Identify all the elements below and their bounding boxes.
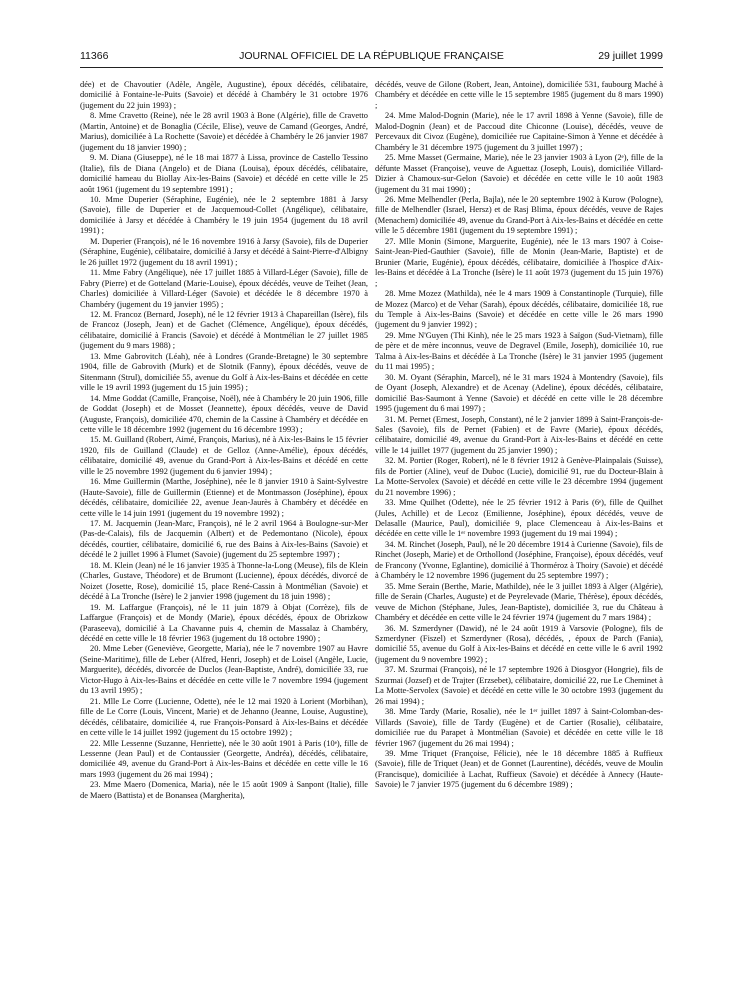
notice-paragraph: 25. Mme Masset (Germaine, Marie), née le 23 janvier 1903 à Lyon (2ᵉ), fille de la défunte Masset (Françoise), veuve de Aguettaz (Joseph, Louis), domiciliée Villard-Dizier à Chamoux-sur-Gelon (Savoie) et décédée en cette ville le 10 août 1983 (jugement du 31 mai 1990) ; (375, 153, 663, 194)
notice-paragraph: 8. Mme Cravetto (Reine), née le 28 avril 1903 à Bone (Algérie), fille de Cravetto (Martin, Antoine) et de Bonaglia (Cécile, Elise), veuve de Camand (Georges, André, Marius), domiciliée à La Rochette (Savoie) et décédée à Chambéry le 26 janvier 1987 (jugement du 18 janvier 1990) ; (80, 111, 368, 152)
notice-paragraph: 38. Mme Tardy (Marie, Rosalie), née le 1ᵉʳ juillet 1897 à Saint-Colomban-des-Villards (Savoie), fille de Tardy (Eugène) et de Cartier (Rosalie), célibataire, domiciliée rue du Parapet à Montmélian (Savoie) et décédée en cette ville le 18 février 1967 (jugement du 26 mai 1994) ; (375, 707, 663, 748)
notice-paragraph: 32. M. Portier (Roger, Robert), né le 8 février 1912 à Genève-Plainpalais (Suisse), fils de Portier (Aline), veuf de Duboc (Lucie), domicilié 91, rue du Docteur-Blain à La Motte-Servolex (Savoie) et décédé en cette ville le 23 décembre 1994 (jugement du 21 novembre 1996) ; (375, 456, 663, 497)
notice-paragraph: 30. M. Oyant (Séraphin, Marcel), né le 31 mars 1924 à Montendry (Savoie), fils de Oyant (Joseph, Alexandre) et de Acenay (Adeline), époux décédés, célibataire, domicilié Bas-Saumont à Yenne (Savoie) et décédé en cette ville le 28 décembre 1995 (jugement du 6 mai 1997) ; (375, 372, 663, 414)
notice-paragraph: 18. M. Klein (Jean) né le 16 janvier 1935 à Thonne-la-Long (Meuse), fils de Klein (Charles, Gustave, Théodore) et de Brumont (Lucienne), époux décédés, divorcé de Noizet (Josette, Rose), domicilié 15, place René-Cassin à Montmélian (Savoie) et décédé à La Tronche (Isère) le 2 janvier 1998 (jugement du 18 juin 1998) ; (80, 560, 368, 602)
notice-paragraph: 31. M. Pernet (Ernest, Joseph, Constant), né le 2 janvier 1899 à Saint-François-de-Sales (Savoie), fils de Pernet (Fabien) et de Favre (Marie), époux décédés, célibataire, domicilié 49, avenue du Grand-Port à Aix-les-Bains et décédé en cette ville le 14 juillet 1977 (jugement du 25 janvier 1990) ; (375, 414, 663, 455)
notice-paragraph: 36. M. Szmerdyner (Dawid), né le 24 août 1919 à Varsovie (Pologne), fils de Szmerdyner (Fiszel) et Szmerdyner (Rosa), décédés, , époux de Parch (Fania), domicilié 55, avenue du Golf à Aix-les-Bains et décédé en cette ville le 6 avril 1992 (jugement du 9 novembre 1992) ; (375, 623, 663, 664)
journal-title: JOURNAL OFFICIEL DE LA RÉPUBLIQUE FRANÇAISE (239, 50, 504, 62)
notice-paragraph: décédés, veuve de Gilone (Robert, Jean, Antoine), domiciliée 531, faubourg Maché à Chambéry et décédée en cette ville le 15 septembre 1985 (jugement du 8 mars 1990) ; (375, 80, 663, 110)
page-header (80, 50, 663, 66)
notice-paragraph: 20. Mme Leber (Geneviève, Georgette, Maria), née le 7 novembre 1907 au Havre (Seine-Maritime), fille de Leber (Alfred, Henri, Joseph) et de Loisel (Angèle, Lucie, Marguerite), décédés, divorcée de Duclos (Jean-Baptiste, André), domiciliée 33, rue Victor-Hugo à Aix-les-Bains et décédée en cette ville le 7 novembre 1994 (jugement du 13 avril 1995) ; (80, 644, 368, 696)
notice-paragraph: 24. Mme Malod-Dognin (Marie), née le 17 avril 1898 à Yenne (Savoie), fille de Malod-Dognin (Jean) et de Paccoud dite Chiconne (Louise), décédés, veuve de Percevaux dit Civoz (Eugène), domiciliée rue Capitaine-Simon à Yenne et décédée à Chambéry le 31 décembre 1975 (jugement du 3 juillet 1997) ; (375, 111, 663, 152)
notice-paragraph: 19. M. Laffargue (François), né le 11 juin 1879 à Objat (Corrèze), fils de Laffargue (François) et de Mondy (Marie), époux décédés, époux de Obrizkow (Paraseeva), domicilié à La Chavanne puis 4, chemin de Massalaz à Chambéry, décédé en cette ville le 18 février 1963 (jugement du 18 octobre 1990) ; (80, 602, 368, 644)
notice-paragraph: 37. M. Szurmai (François), né le 17 septembre 1926 à Diosgyor (Hongrie), fils de Szurmai (Jozsef) et de Trajter (Erzsebet), célibataire, domicilié 22, rue Le Cheminet à La Motte-Servolex (Savoie) et décédé en cette ville le 30 octobre 1993 (jugement du 26 mai 1994) ; (375, 665, 663, 706)
notice-paragraph: M. Duperier (François), né le 16 novembre 1916 à Jarsy (Savoie), fils de Duperier (Séraphine, Eugénie), célibataire, domicilié à Jarsy et décédé à Saint-Pierre-d'Albigny le 26 juillet 1972 (jugement du 18 avril 1991) ; (80, 236, 368, 267)
notice-paragraph: 15. M. Guilland (Robert, Aimé, François, Marius), né à Aix-les-Bains le 15 février 1920, fils de Guilland (Claude) et de Gelloz (Anne-Amélie), époux décédés, célibataire, domicilié 49, avenue du Grand-Port à Aix-les-Bains et décédé en cette ville le 25 novembre 1992 (jugement du 6 janvier 1994) ; (80, 435, 368, 476)
notice-paragraph: 26. Mme Melhendler (Perla, Bajla), née le 20 septembre 1902 à Kurow (Pologne), fille de Melhendler (Israel, Hersz) et de Rasj Blima, époux décédés, veuve de Rajes (Menachem) domiciliée 49, avenue du Grand-Port à Aix-les-Bains et décédée en cette ville le 5 décembre 1981 (jugement du 19 septembre 1991) ; (375, 194, 663, 236)
notice-paragraph: 12. M. Francoz (Bernard, Joseph), né le 12 février 1913 à Chapareillan (Isère), fils de Francoz (Joseph, Jean) et de Gachet (Clémence, Angélique), époux décédés, célibataire, domicilié à Francis (Savoie) et décédé à Montmélian le 27 juillet 1985 (jugement du 9 mars 1988) ; (80, 309, 368, 351)
right-column (375, 80, 663, 982)
notice-paragraph: 29. Mme N'Guyen (Thi Kinh), née le 25 mars 1923 à Saïgon (Sud-Vietnam), fille de père et de mère inconnus, veuve de Degravel (Emile, Joseph), domiciliée 10, rue Talma à Aix-les-Bains et décédée à La Tronche (Isère) le 31 janvier 1995 (jugement du 11 mai 1995) ; (375, 330, 663, 372)
notice-paragraph: 11. Mme Fabry (Angélique), née 17 juillet 1885 à Villard-Léger (Savoie), fille de Fabry (Pierre) et de Gotteland (Marie-Louise), époux décédés, veuve de Teihet (Jean, Charles) domiciliée à Villard-Léger (Savoie) et décédée le 8 décembre 1970 à Chambéry (jugement du 19 janvier 1995) ; (80, 268, 368, 309)
notice-paragraph: 35. Mme Serain (Berthe, Marie, Mathilde), née le 3 juillet 1893 à Alger (Algérie), fille de Serain (Charles, Auguste) et de Peyrelevade (Marie, Thérèse), époux décédés, veuve de Michon (Stéphane, Jules, Jean-Baptiste), domiciliée 3, rue du Château à Chambéry et décédée en cette ville le 24 février 1974 (jugement du 7 mars 1984) ; (375, 581, 663, 623)
left-column (80, 80, 368, 982)
notice-paragraph: 13. Mme Gabrovitch (Léah), née à Londres (Grande-Bretagne) le 30 septembre 1904, fille de Gabrovith (Murk) et de Slotnik (Fanny), époux décédés, veuve de Sitenmann (Strul), domiciliée 55, avenue du Golf à Aix-les-Bains et décédée en cette ville le 19 avril 1993 (jugement du 15 juin 1995) ; (80, 351, 368, 393)
notice-paragraph: 10. Mme Duperier (Séraphine, Eugénie), née le 2 septembre 1881 à Jarsy (Savoie), fille de Duperier et de Jacquemoud-Collet (Angélique), célibataire, domiciliée à Jarsy et décédée à Chambéry le 19 juin 1954 (jugement du 18 avril 1991) ; (80, 194, 368, 236)
notice-paragraph: 23. Mme Maero (Domenica, Maria), née le 15 août 1909 à Sanpont (Italie), fille de Maero (Battista) et de Bonansea (Margherita), (80, 780, 368, 800)
notice-paragraph: 17. M. Jacquemin (Jean-Marc, François), né le 2 avril 1964 à Boulogne-sur-Mer (Pas-de-Calais), fils de Jacquemin (Albert) et de Pedemontano (Nicole), époux décédés, courtier, célibataire, domicilié 6, rue des Bains à Aix-les-Bains (Savoie) et décédé le 2 juillet 1996 à Flumet (Savoie) (jugement du 25 septembre 1997) ; (80, 519, 368, 560)
notice-paragraph: dée) et de Chavoutier (Adèle, Angèle, Augustine), époux décédés, célibataire, domicilié à Fontaine-le-Puits (Savoie) et décédé à Chambéry le 31 octobre 1976 (jugement du 22 juin 1993) ; (80, 80, 368, 110)
notice-paragraph: 9. M. Diana (Giuseppe), né le 18 mai 1877 à Lissa, province de Castello Tessino (Italie), fils de Diana (Angelo) et de Diana (Louisa), époux décédés, célibataire, domicilié hameau du Biollay Aix-les-Bains (Savoie) et décédé en cette ville le 25 août 1961 (jugement du 19 septembre 1991) ; (80, 153, 368, 194)
notice-paragraph: 39. Mme Triquet (Françoise, Félicie), née le 18 décembre 1885 à Ruffieux (Savoie), fille de Triquet (Jean) et de Gonnet (Laurentine), décédés, veuve de Moulin (Francisque), domiciliée à Lachat, Ruffieux (Savoie) et décédée à Annecy (Haute-Savoie) le 7 janvier 1975 (jugement du 6 décembre 1989) ; (375, 749, 663, 790)
notice-paragraph: 33. Mme Quilhet (Odette), née le 25 février 1912 à Paris (6ᵉ), fille de Quilhet (Jules, Achille) et de Lecoz (Emilienne, Joséphine), époux décédés, veuve de Delasalle (Maurice, Paul), domiciliée 9, place Clemenceau à Aix-les-Bains et décédée en cette ville le 1ᵉʳ novembre 1993 (jugement du 19 mai 1994) ; (375, 498, 663, 539)
text-body (80, 80, 663, 982)
notice-paragraph: 34. M. Rinchet (Joseph, Paul), né le 20 décembre 1914 à Curienne (Savoie), fils de Rinchet (Joseph, Marie) et de Orthollond (Joséphine, Françoise), époux décédés, veuf de Francony (Yvonne, Eglantine), domicilié à Thorméroz à Thoiry (Savoie) et décédé à Chambéry le 12 novembre 1996 (jugement du 25 septembre 1997) ; (375, 539, 663, 581)
notice-paragraph: 16. Mme Guillermin (Marthe, Joséphine), née le 8 janvier 1910 à Saint-Sylvestre (Haute-Savoie), fille de Guillermin (Etienne) et de Montmasson (Joséphine), époux décédés, célibataire, domiciliée 22, avenue Jean-Jaurès à Chambéry et décédée en cette ville le 14 juin 1991 (jugement du 19 novembre 1992) ; (80, 477, 368, 518)
notice-paragraph: 27. Mlle Monin (Simone, Marguerite, Eugénie), née le 13 mars 1907 à Coise-Saint-Jean-Pied-Gauthier (Savoie), fille de Monin (Jean-Marie, Baptiste) et de Brunier (Marie, Eugénie), époux décédés, célibataire, domiciliée à l'hospice d'Aix-les-Bains et décédée à La Tronche (Isère) le 11 août 1973 (jugement du 15 juin 1976) ; (375, 236, 663, 288)
header-rule (80, 67, 663, 68)
notice-paragraph: 22. Mlle Lessenne (Suzanne, Henriette), née le 30 août 1901 à Paris (10ᵉ), fille de Lessenne (Jean Paul) et de Contaussier (Georgette, Andréa), décédés, célibataire, domiciliée 49, avenue du Grand-Port à Aix-les-Bains et décédée en cette ville le 16 mars 1993 (jugement du 26 mai 1994) ; (80, 738, 368, 779)
notice-paragraph: 28. Mme Mozez (Mathilda), née le 4 mars 1909 à Constantinople (Turquie), fille de Mozez (Marco) et de Vehar (Sarah), époux décédés, célibataire, domiciliée 18, rue du Temple à Aix-les-Bains (Savoie) et décédée en cette ville le 26 mars 1990 (jugement du 9 janvier 1992) ; (375, 289, 663, 330)
notice-paragraph: 21. Mlle Le Corre (Lucienne, Odette), née le 12 mai 1920 à Lorient (Morbihan), fille de Le Corre (Louis, Vincent, Marie) et de Jehanno (Jeanne, Louise, Augustine), décédés, célibataire, domiciliée 4, rue François-Ponsard à Aix-les-Bains et décédée en cette ville le 14 juillet 1992 (jugement du 15 octobre 1992) ; (80, 696, 368, 738)
notice-paragraph: 14. Mme Goddat (Camille, Françoise, Noël), née à Chambéry le 20 juin 1906, fille de Goddat (Joseph) et de Mosset (Jeannette), époux décédés, veuve de David (Auguste, François), domiciliée 470, chemin de la Cassine à Chambéry et décédée en cette ville le 18 décembre 1992 (jugement du 16 décembre 1993) ; (80, 393, 368, 434)
publication-date: 29 juillet 1999 (598, 50, 663, 62)
page-number: 11366 (80, 50, 109, 62)
